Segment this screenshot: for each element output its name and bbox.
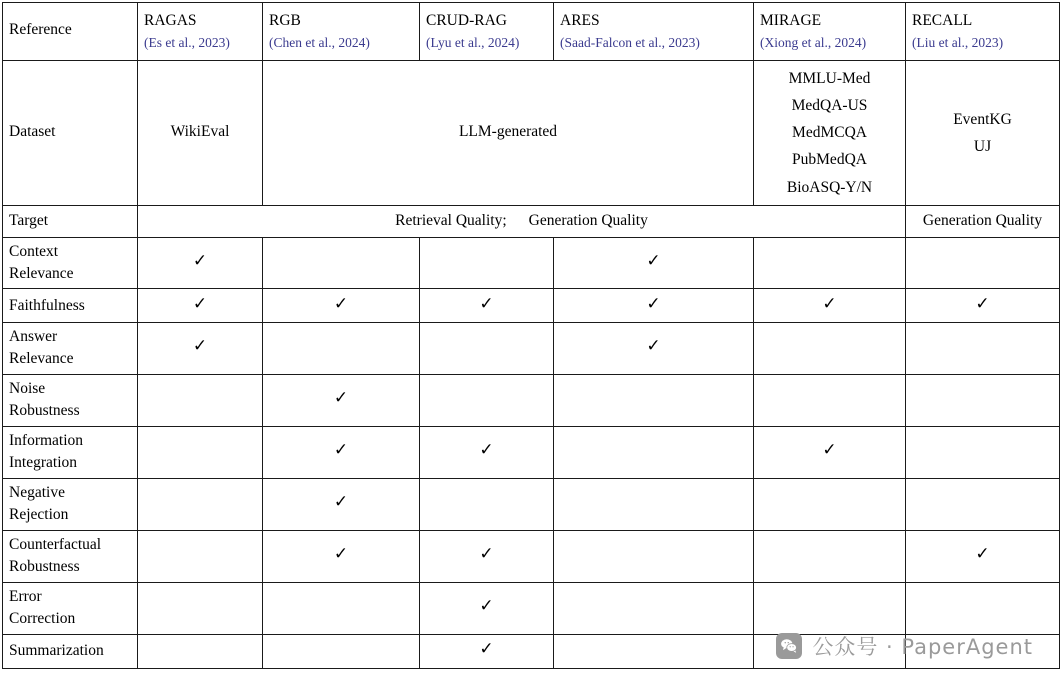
row-label-line: Counterfactual	[9, 535, 102, 553]
dataset-item: BioASQ-Y/N	[786, 178, 873, 196]
dataset-item: MedQA-US	[791, 97, 868, 115]
row-label-information-integration	[3, 427, 138, 479]
cell-counterfactual-robustness-ares	[554, 530, 754, 582]
check-icon: ✓	[479, 595, 494, 615]
cell-summarization-ragas	[138, 634, 263, 668]
row-label-context-relevance	[3, 237, 138, 289]
cell-information-integration-mirage	[754, 427, 906, 479]
check-icon: ✓	[192, 250, 208, 270]
table-row	[3, 582, 1060, 634]
check-icon: ✓	[822, 293, 837, 313]
table-row	[3, 634, 1060, 668]
cell-negative-rejection-recall	[906, 479, 1060, 531]
check-icon: ✓	[333, 491, 349, 511]
check-icon: ✓	[479, 543, 494, 563]
check-icon: ✓	[646, 293, 661, 313]
check-icon: ✓	[646, 336, 661, 356]
cell-noise-robustness-mirage	[754, 375, 906, 427]
cell-counterfactual-robustness-recall	[906, 530, 1060, 582]
row-label-line: Negative	[9, 484, 65, 501]
header-cell-recall	[906, 3, 1060, 61]
header-citation: (Es et al., 2023)	[144, 34, 230, 50]
header-label: MIRAGE	[760, 11, 822, 29]
cell-answer-relevance-ragas	[138, 323, 263, 375]
table-row	[3, 375, 1060, 427]
check-icon: ✓	[975, 543, 990, 563]
check-icon: ✓	[333, 293, 349, 313]
header-cell-mirage	[754, 3, 906, 61]
cell-faithfulness-ares	[554, 289, 754, 323]
cell-context-relevance-crud-rag	[420, 237, 554, 289]
header-label: RGB	[269, 11, 301, 29]
header-label: Reference	[9, 21, 72, 39]
dataset-row	[3, 61, 1060, 206]
check-icon: ✓	[479, 440, 494, 460]
cell-faithfulness-ragas	[138, 289, 263, 323]
row-label-line: Answer	[9, 328, 58, 346]
cell-noise-robustness-ares	[554, 375, 754, 427]
header-citation: (Chen et al., 2024)	[269, 34, 370, 50]
cell-summarization-recall	[906, 634, 1060, 668]
row-label-line: Robustness	[9, 557, 80, 575]
check-icon: ✓	[333, 440, 349, 460]
check-icon: ✓	[192, 336, 208, 356]
cell-information-integration-recall	[906, 427, 1060, 479]
row-label-counterfactual-robustness	[3, 530, 138, 582]
cell-error-correction-recall	[906, 582, 1060, 634]
row-label-line: Context	[9, 242, 59, 260]
cell-answer-relevance-recall	[906, 323, 1060, 375]
row-label-line: Integration	[9, 454, 78, 472]
row-label-line: Information	[9, 432, 84, 450]
cell-counterfactual-robustness-crud-rag	[420, 530, 554, 582]
header-citation: (Liu et al., 2023)	[912, 34, 1004, 50]
cell-faithfulness-recall	[906, 289, 1060, 323]
header-cell-rgb	[263, 3, 420, 61]
cell-faithfulness-rgb	[263, 289, 420, 323]
row-label-line: Relevance	[9, 350, 74, 368]
check-icon: ✓	[333, 543, 349, 563]
row-label-line: Rejection	[9, 505, 69, 523]
row-label-line: Error	[9, 587, 42, 605]
row-label-line: Noise	[9, 380, 46, 398]
target-generation-quality: Generation Quality	[528, 211, 648, 229]
rag-benchmark-comparison-table	[2, 2, 1060, 669]
table-row	[3, 289, 1060, 323]
row-label-line: Faithfulness	[9, 296, 85, 314]
cell-error-correction-ragas	[138, 582, 263, 634]
table-header-row	[3, 3, 1060, 61]
cell-error-correction-crud-rag	[420, 582, 554, 634]
cell-noise-robustness-recall	[906, 375, 1060, 427]
cell-answer-relevance-mirage	[754, 323, 906, 375]
header-label: CRUD-RAG	[426, 11, 507, 29]
cell-noise-robustness-ragas	[138, 375, 263, 427]
header-label: RECALL	[912, 11, 973, 29]
header-citation: (Saad-Falcon et al., 2023)	[560, 34, 700, 50]
row-label-negative-rejection	[3, 479, 138, 531]
cell-negative-rejection-mirage	[754, 479, 906, 531]
dataset-item: MMLU-Med	[788, 70, 871, 87]
header-cell-ragas	[138, 3, 263, 61]
check-icon: ✓	[479, 638, 494, 658]
dataset-llm-generated: LLM-generated	[263, 61, 754, 206]
cell-error-correction-ares	[554, 582, 754, 634]
cell-summarization-mirage	[754, 634, 906, 668]
cell-summarization-ares	[554, 634, 754, 668]
row-label-noise-robustness	[3, 375, 138, 427]
target-row	[3, 205, 1060, 237]
header-label: RAGAS	[144, 11, 197, 29]
cell-counterfactual-robustness-rgb	[263, 530, 420, 582]
cell-faithfulness-crud-rag	[420, 289, 554, 323]
header-citation: (Lyu et al., 2024)	[426, 34, 520, 50]
cell-negative-rejection-ragas	[138, 479, 263, 531]
row-label-dataset: Dataset	[3, 61, 138, 206]
row-label-line: Correction	[9, 609, 76, 627]
row-label-summarization	[3, 634, 138, 668]
row-label-answer-relevance	[3, 323, 138, 375]
check-icon: ✓	[479, 293, 494, 313]
table-row	[3, 530, 1060, 582]
cell-context-relevance-ares	[554, 237, 754, 289]
cell-information-integration-crud-rag	[420, 427, 554, 479]
check-icon: ✓	[333, 388, 349, 408]
dataset-recall	[906, 61, 1060, 206]
target-merged-cell	[138, 205, 906, 237]
cell-noise-robustness-rgb	[263, 375, 420, 427]
cell-summarization-crud-rag	[420, 634, 554, 668]
dataset-ragas: WikiEval	[138, 61, 263, 206]
cell-error-correction-rgb	[263, 582, 420, 634]
cell-answer-relevance-ares	[554, 323, 754, 375]
cell-negative-rejection-crud-rag	[420, 479, 554, 531]
header-citation: (Xiong et al., 2024)	[760, 34, 867, 50]
cell-context-relevance-ragas	[138, 237, 263, 289]
row-label-line: Relevance	[9, 264, 74, 282]
header-cell-crud-rag	[420, 3, 554, 61]
cell-information-integration-rgb	[263, 427, 420, 479]
table-row	[3, 237, 1060, 289]
check-icon: ✓	[975, 293, 990, 313]
cell-context-relevance-mirage	[754, 237, 906, 289]
target-retrieval-quality: Retrieval Quality;	[395, 211, 507, 229]
dataset-item: MedMCQA	[792, 124, 867, 142]
table-row	[3, 323, 1060, 375]
check-icon: ✓	[646, 250, 661, 270]
row-label-error-correction	[3, 582, 138, 634]
row-label-faithfulness	[3, 289, 138, 323]
cell-information-integration-ragas	[138, 427, 263, 479]
cell-summarization-rgb	[263, 634, 420, 668]
cell-answer-relevance-crud-rag	[420, 323, 554, 375]
row-label-target: Target	[3, 205, 138, 237]
watermark-text: 公众号 · PaperAgent	[812, 635, 1033, 659]
header-cell-ares	[554, 3, 754, 61]
check-icon: ✓	[822, 440, 837, 460]
header-label: ARES	[560, 11, 600, 29]
cell-counterfactual-robustness-ragas	[138, 530, 263, 582]
dataset-mirage	[754, 61, 906, 206]
dataset-item: UJ	[973, 137, 992, 155]
cell-answer-relevance-rgb	[263, 323, 420, 375]
cell-context-relevance-rgb	[263, 237, 420, 289]
cell-negative-rejection-rgb	[263, 479, 420, 531]
cell-error-correction-mirage	[754, 582, 906, 634]
cell-negative-rejection-ares	[554, 479, 754, 531]
cell-faithfulness-mirage	[754, 289, 906, 323]
cell-noise-robustness-crud-rag	[420, 375, 554, 427]
cell-context-relevance-recall	[906, 237, 1060, 289]
cell-information-integration-ares	[554, 427, 754, 479]
row-label-line: Summarization	[9, 641, 104, 659]
dataset-item: PubMedQA	[792, 151, 867, 169]
row-label-line: Robustness	[9, 402, 80, 420]
target-recall: Generation Quality	[906, 205, 1060, 237]
header-cell-reference	[3, 3, 138, 61]
table-row	[3, 479, 1060, 531]
table-row	[3, 427, 1060, 479]
cell-counterfactual-robustness-mirage	[754, 530, 906, 582]
check-icon: ✓	[192, 293, 208, 313]
dataset-item: EventKG	[953, 110, 1012, 128]
